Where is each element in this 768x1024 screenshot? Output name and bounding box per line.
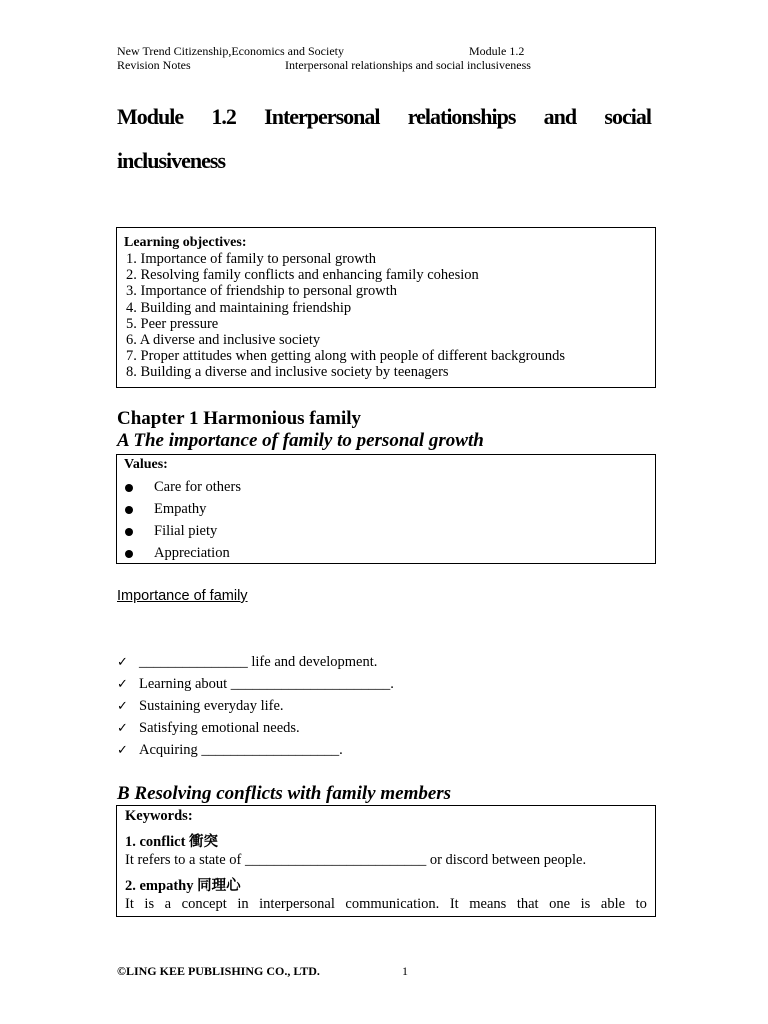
objective-item: 3. Importance of friendship to personal growth — [126, 283, 397, 300]
bullet-icon — [125, 550, 133, 558]
section-a-heading: A The importance of family to personal growth — [117, 430, 484, 451]
title-word: and — [543, 104, 577, 129]
keyword-definition — [125, 896, 647, 913]
checklist-text: _______________ life and development. — [139, 654, 378, 670]
header-module-label: Module 1.2 — [469, 44, 525, 58]
checklist-item — [117, 742, 343, 759]
definition-word: concept — [181, 896, 227, 912]
page-number: 1 — [402, 964, 408, 978]
definition-word: means — [469, 896, 507, 912]
learning-objectives-box — [116, 227, 656, 388]
title-word: Module — [117, 104, 184, 129]
checklist-text: Acquiring ___________________. — [139, 742, 343, 758]
objective-item: 6. A diverse and inclusive society — [126, 332, 321, 349]
value-text: Care for others — [154, 479, 241, 495]
keyword-empathy — [125, 874, 241, 895]
objective-item: 2. Resolving family conflicts and enhancing family cohesion — [126, 267, 479, 284]
page-title-line-2: inclusiveness — [117, 148, 226, 173]
check-icon: ✓ — [117, 655, 128, 670]
values-heading: Values: — [124, 457, 168, 472]
page-title-line-1 — [117, 104, 651, 130]
check-icon: ✓ — [117, 743, 128, 758]
checklist-item — [117, 676, 394, 693]
objective-item: 5. Peer pressure — [126, 315, 219, 332]
chapter-heading: Chapter 1 Harmonious family — [117, 408, 362, 429]
objectives-list — [126, 251, 565, 381]
title-word: 1.2 — [211, 104, 236, 129]
value-text: Filial piety — [154, 523, 218, 539]
objectives-heading: Learning objectives: — [124, 235, 247, 250]
definition-word: It — [125, 896, 134, 912]
definition-word: that — [516, 896, 539, 912]
footer-copyright: ©LING KEE PUBLISHING CO., LTD. — [117, 964, 320, 978]
objective-item: 8. Building a diverse and inclusive society by teenagers — [126, 364, 449, 381]
section-b-heading: B Resolving conflicts with family members — [117, 783, 452, 804]
keyword-conflict — [125, 830, 218, 851]
value-text: Appreciation — [154, 545, 230, 561]
keyword-term: 1. conflict — [125, 834, 186, 850]
title-word: relationships — [407, 104, 516, 129]
definition-word: one — [549, 896, 571, 912]
definition-word: a — [164, 896, 172, 912]
definition-word: interpersonal — [259, 896, 335, 912]
importance-heading: Importance of family — [117, 588, 248, 604]
header-module-topic: Interpersonal relationships and social inclusiveness — [285, 58, 531, 72]
header-notes-label: Revision Notes — [117, 58, 191, 72]
definition-word: is — [144, 896, 155, 912]
definition-word: able — [600, 896, 626, 912]
checklist-text: Learning about ______________________. — [139, 676, 394, 692]
header-publication: New Trend Citizenship,Economics and Society — [117, 44, 344, 58]
checklist-item — [117, 698, 284, 715]
checklist-item — [117, 720, 300, 737]
keyword-chinese: 衝突 — [189, 834, 219, 850]
check-icon: ✓ — [117, 677, 128, 692]
title-word: Interpersonal — [264, 104, 380, 129]
bullet-icon — [125, 506, 133, 514]
keyword-definition: It refers to a state of _________________________ or discord between people. — [125, 852, 587, 868]
definition-word: in — [237, 896, 249, 912]
title-word: social — [604, 104, 651, 129]
keywords-box — [116, 805, 656, 917]
checklist-text: Satisfying emotional needs. — [139, 720, 300, 736]
definition-word: is — [580, 896, 591, 912]
keyword-term: 2. empathy — [125, 878, 194, 894]
objective-item: 1. Importance of family to personal growth — [126, 251, 377, 267]
bullet-icon — [125, 528, 133, 536]
value-text: Empathy — [154, 501, 207, 517]
definition-word: to — [635, 896, 647, 912]
objective-item: 7. Proper attitudes when getting along with people of different backgrounds — [126, 348, 566, 365]
definition-word: communication. — [345, 896, 440, 912]
values-box — [116, 454, 656, 564]
keyword-chinese: 同理心 — [197, 878, 241, 894]
keywords-heading: Keywords: — [125, 808, 193, 824]
checklist-text: Sustaining everyday life. — [139, 698, 284, 714]
check-icon: ✓ — [117, 721, 128, 736]
bullet-icon — [125, 484, 133, 492]
objective-item: 4. Building and maintaining friendship — [126, 299, 352, 316]
definition-word: It — [449, 896, 459, 912]
checklist-item — [117, 654, 377, 671]
check-icon: ✓ — [117, 699, 128, 714]
